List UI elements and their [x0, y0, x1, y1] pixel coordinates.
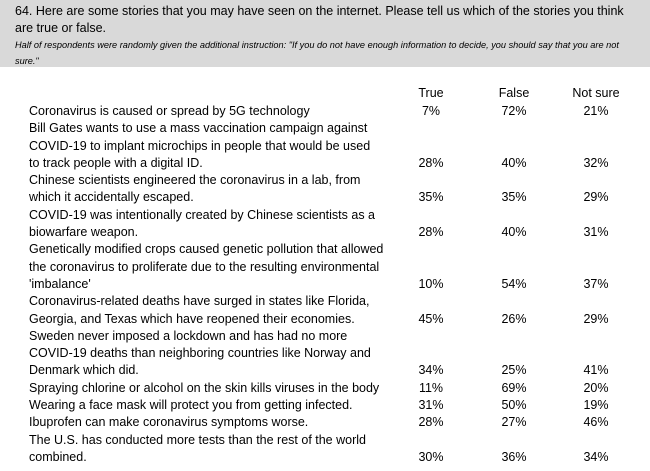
- statement: Chinese scientists engineered the coronavirus in a lab, from which it accidentally escaped.: [29, 173, 361, 205]
- value-true: 30%: [418, 449, 444, 464]
- table-row: [0, 172, 650, 207]
- value-not-sure: 29%: [583, 311, 609, 326]
- column-header-true: True: [418, 86, 444, 100]
- statement: Genetically modified crops caused genetic pollution that allowed the coronavirus to proliferate due to the resulting environmental 'imbalance': [29, 242, 384, 291]
- value-true: 34%: [418, 363, 444, 378]
- statement: Bill Gates wants to use a mass vaccination campaign against COVID-19 to implant microchips in people that would be used to track people with a digital ID.: [29, 121, 371, 170]
- question-text: 64. Here are some stories that you may have seen on the internet. Please tell us which of the stories you think are true or false.: [15, 4, 624, 35]
- value-true: 31%: [418, 398, 444, 413]
- statement: COVID-19 was intentionally created by Chinese scientists as a biowarfare weapon.: [29, 207, 375, 240]
- column-header-not-sure: Not sure: [572, 86, 620, 100]
- value-not-sure: 41%: [583, 363, 609, 378]
- statement: Coronavirus-related deaths have surged in states like Florida, Georgia, and Texas which have reopened their economies.: [29, 294, 370, 326]
- value-false: 26%: [501, 311, 527, 326]
- statement: Sweden never imposed a lockdown and has had no more COVID-19 deaths than neighboring countries like Norway and Denmark which did.: [29, 328, 371, 378]
- value-true: 35%: [418, 190, 444, 205]
- statement: Ibuprofen can make coronavirus symptoms worse.: [29, 415, 309, 430]
- table-row: [0, 397, 650, 414]
- value-not-sure: 37%: [583, 276, 609, 291]
- value-not-sure: 46%: [583, 415, 609, 430]
- value-false: 72%: [501, 104, 527, 118]
- value-false: 35%: [501, 190, 527, 205]
- statement: Coronavirus is caused or spread by 5G technology: [29, 104, 310, 118]
- value-not-sure: 19%: [583, 398, 609, 413]
- value-true: 45%: [418, 311, 444, 326]
- value-true: 11%: [418, 380, 444, 395]
- value-true: 10%: [418, 276, 444, 291]
- value-not-sure: 32%: [583, 155, 609, 170]
- statement: Wearing a face mask will protect you from getting infected.: [29, 398, 353, 413]
- value-false: 54%: [501, 276, 527, 291]
- value-true: 28%: [418, 415, 444, 430]
- value-false: 36%: [501, 449, 527, 464]
- results-table: [0, 103, 650, 466]
- table-row: [0, 120, 650, 172]
- value-not-sure: 21%: [583, 104, 609, 118]
- table-row: [0, 293, 650, 328]
- question-note: Half of respondents were randomly given the additional instruction: "If you do not have enough information to decide, you should say that you are not sure.": [15, 40, 619, 66]
- value-not-sure: 29%: [583, 190, 609, 205]
- table-row: [0, 414, 650, 431]
- question-header: [0, 0, 650, 67]
- value-true: 28%: [418, 155, 444, 170]
- table-row: [0, 103, 650, 120]
- table-row: [0, 328, 650, 380]
- value-false: 25%: [501, 363, 527, 378]
- table-row: [0, 207, 650, 242]
- value-false: 27%: [501, 415, 527, 430]
- value-false: 50%: [501, 398, 527, 413]
- value-not-sure: 34%: [583, 449, 609, 464]
- value-true: 28%: [418, 225, 444, 240]
- statement: The U.S. has conducted more tests than the rest of the world combined.: [29, 432, 366, 464]
- table-row: [0, 241, 650, 293]
- value-true: 7%: [421, 104, 441, 118]
- value-false: 69%: [501, 380, 527, 395]
- value-not-sure: 20%: [583, 380, 609, 395]
- column-header-false: False: [498, 86, 530, 100]
- value-false: 40%: [501, 225, 527, 240]
- value-false: 40%: [501, 155, 527, 170]
- statement: Spraying chlorine or alcohol on the skin kills viruses in the body: [29, 380, 380, 395]
- table-row: [0, 432, 650, 467]
- table-row: [0, 380, 650, 397]
- value-not-sure: 31%: [583, 225, 609, 240]
